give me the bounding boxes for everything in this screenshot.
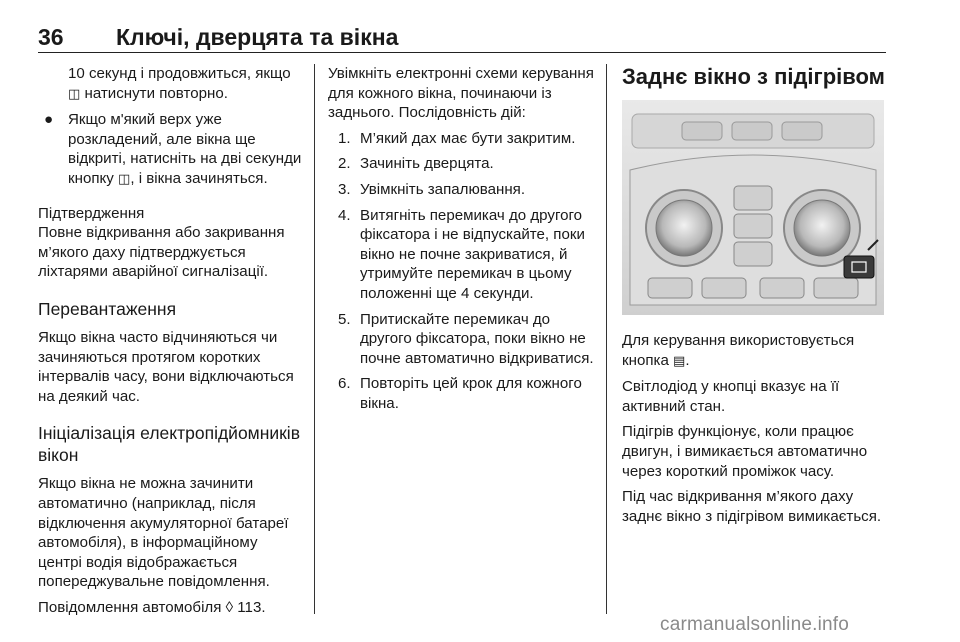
column-right — [622, 64, 887, 526]
step-text: Повторіть цей крок для кожного вікна. — [360, 375, 582, 412]
step-text: Увімкніть запалювання. — [360, 180, 526, 198]
bullet-marker: ● — [44, 111, 54, 129]
continued-line-1: 10 секунд і продовжиться, якщо — [68, 65, 291, 82]
column-left — [38, 64, 302, 617]
list-item — [328, 374, 596, 413]
vehicle-messages-text: Повідомлення автомобіля — [38, 598, 222, 616]
usage-text — [622, 331, 887, 371]
confirm-heading: Підтвердження — [38, 204, 145, 222]
column-divider-2 — [606, 64, 607, 614]
vehicle-messages-reference — [38, 598, 302, 618]
step-number: 3. — [338, 180, 351, 198]
step-number: 2. — [338, 155, 351, 173]
page-reference-icon: ◊ — [225, 598, 234, 616]
step-number: 1. — [338, 129, 351, 147]
overload-text: Якщо вікна часто відчиняються чи зачиняються протягом коротких інтервалів часу, вони відключаються на деякий час. — [38, 328, 294, 405]
bullet-item — [38, 110, 302, 189]
climate-control-panel-photo — [622, 100, 884, 315]
continued-text — [38, 64, 302, 104]
column-divider-1 — [314, 64, 315, 614]
bullet-text-1: Якщо м'який верх уже розкладений, але вікна ще відкриті, натисніть на дві секунди кнопку — [68, 111, 302, 187]
roof-open-text: Під час відкривання м’якого даху заднє вікно з підігрівом вимикається. — [622, 488, 882, 525]
list-item — [328, 180, 596, 200]
page-number: 36 — [38, 24, 64, 50]
usage-text-end: . — [685, 351, 690, 369]
step-number: 6. — [338, 375, 351, 393]
column-middle — [328, 64, 596, 414]
heated-rear-window-icon: ▤ — [673, 353, 686, 369]
confirm-text: Повне відкривання або закривання м’якого даху підтверджується ліхтарями аварійної сигналізації. — [38, 224, 285, 281]
step-text: Витягніть перемикач до другого фіксатора і не відпускайте, поки вікно не почне закриватися, й утримуйте перемикач в цьому положенні ще 4 секунди. — [360, 206, 585, 302]
list-item — [328, 310, 596, 369]
init-intro: Увімкніть електронні схеми керування для кожного вікна, починаючи із заднього. Послідовність дій: — [328, 65, 594, 122]
page-header — [38, 24, 886, 53]
vehicle-messages-page[interactable]: 113. — [237, 598, 266, 616]
roof-switch-icon: ◫ — [118, 171, 131, 187]
led-text: Світлодіод у кнопці вказує на її активний стан. — [622, 378, 840, 415]
function-text: Підігрів функціонує, коли працює двигун, і вимикається автоматично через короткий проміжок часу. — [622, 423, 868, 480]
step-number: 5. — [338, 310, 351, 328]
continued-line-2: натиснути повторно. — [84, 84, 228, 102]
roof-switch-icon: ◫ — [68, 86, 81, 102]
step-number: 4. — [338, 206, 351, 224]
bullet-text-2: , і вікна зачиняться. — [130, 169, 268, 187]
overload-heading: Перевантаження — [38, 298, 177, 319]
steps-list — [328, 129, 596, 414]
usage-text-main: Для керування використовується кнопка — [622, 332, 855, 369]
init-heading: Ініціалізація електропідйомників вікон — [38, 423, 300, 466]
list-item — [328, 129, 596, 149]
step-text: Притискайте перемикач до другого фіксатора, поки вікно не почне автоматично відкриватися. — [360, 310, 594, 367]
init-text: Якщо вікна не можна зачинити автоматично (наприклад, після відключення акумуляторної батареї автомобіля), в інформаційному центрі водія відображається попереджувальне повідомлення. — [38, 475, 289, 591]
step-text: Зачиніть дверцята. — [360, 155, 494, 173]
watermark: carmanualsonline.info — [660, 614, 850, 635]
section-title: Заднє вікно з підігрівом — [622, 64, 885, 89]
chapter-title: Ключі, дверцята та вікна — [116, 24, 399, 50]
step-text: М’який дах має бути закритим. — [360, 129, 576, 147]
list-item — [328, 154, 596, 174]
list-item — [328, 206, 596, 304]
